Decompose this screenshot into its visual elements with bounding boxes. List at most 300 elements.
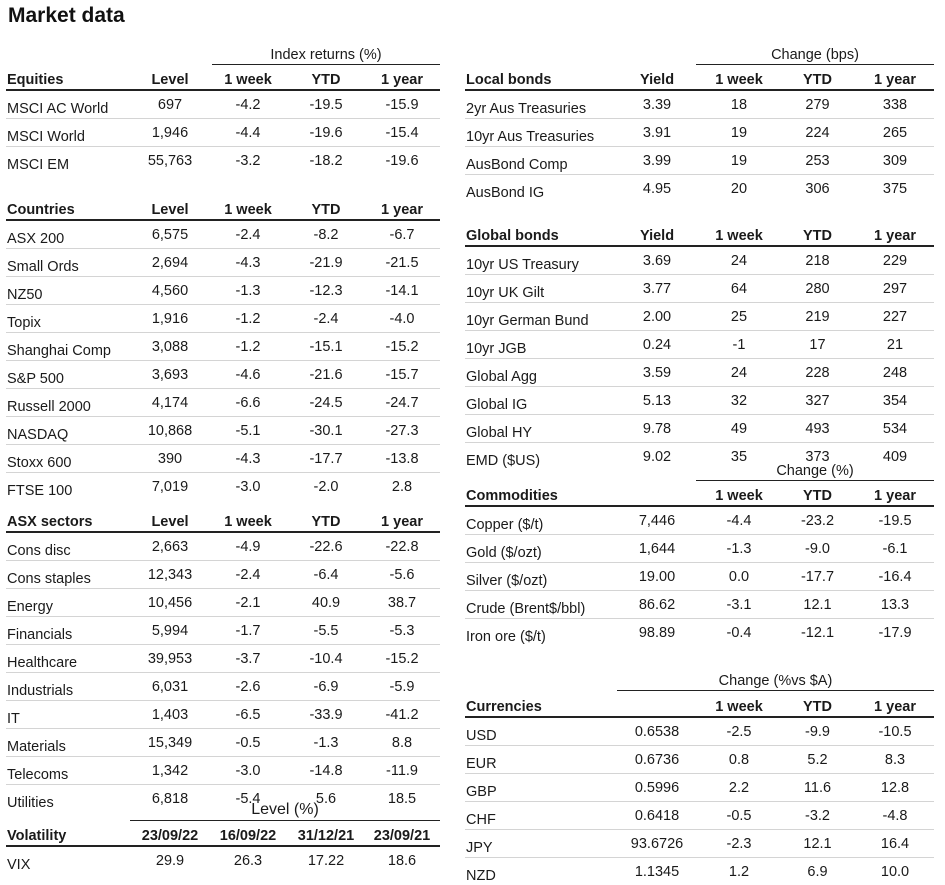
- column-header: 1 year: [856, 222, 934, 246]
- cell-value: 4,560: [132, 277, 208, 305]
- cell-value: -9.9: [779, 717, 856, 746]
- cell-value: -19.6: [364, 147, 440, 175]
- cell-value: 0.8: [699, 746, 779, 774]
- cell-value: 3,693: [132, 361, 208, 389]
- cell-value: 2.8: [364, 473, 440, 501]
- cell-value: -6.9: [288, 673, 364, 701]
- row-label: Small Ords: [6, 249, 132, 277]
- cell-value: 1,916: [132, 305, 208, 333]
- row-label: 2yr Aus Treasuries: [465, 90, 615, 119]
- row-label: Crude (Brent$/bbl): [465, 591, 615, 619]
- cell-value: -1.3: [208, 277, 288, 305]
- cell-value: 10.0: [856, 858, 934, 885]
- row-label: Iron ore ($/t): [465, 619, 615, 647]
- row-label: 10yr German Bund: [465, 303, 615, 331]
- row-label: Silver ($/ozt): [465, 563, 615, 591]
- table-row: [6, 846, 440, 874]
- cell-value: 1,403: [132, 701, 208, 729]
- section-title: Countries: [6, 196, 132, 220]
- column-header: 1 week: [699, 693, 779, 717]
- cell-value: -6.5: [208, 701, 288, 729]
- cell-value: 19.00: [615, 563, 699, 591]
- cell-value: -8.2: [288, 220, 364, 249]
- cell-value: -5.5: [288, 617, 364, 645]
- cell-value: -4.3: [208, 249, 288, 277]
- cell-value: 12.8: [856, 774, 934, 802]
- row-label: AusBond IG: [465, 175, 615, 203]
- cell-value: 1.1345: [615, 858, 699, 885]
- table-row: [6, 617, 440, 645]
- cell-value: 306: [779, 175, 856, 203]
- cell-value: -6.7: [364, 220, 440, 249]
- column-header: 1 week: [699, 222, 779, 246]
- cell-value: -6.6: [208, 389, 288, 417]
- table-row: [465, 563, 934, 591]
- cell-value: -2.3: [699, 830, 779, 858]
- cell-value: 35: [699, 443, 779, 471]
- section-title: Equities: [6, 66, 132, 90]
- cell-value: -3.7: [208, 645, 288, 673]
- table-row: [6, 729, 440, 757]
- cell-value: 6,575: [132, 220, 208, 249]
- cell-value: -10.5: [856, 717, 934, 746]
- row-label: JPY: [465, 830, 615, 858]
- cell-value: 0.6538: [615, 717, 699, 746]
- row-label: Financials: [6, 617, 132, 645]
- column-header: YTD: [288, 196, 364, 220]
- cell-value: 218: [779, 246, 856, 275]
- cell-value: -41.2: [364, 701, 440, 729]
- table-row: [465, 858, 934, 885]
- cell-value: -21.6: [288, 361, 364, 389]
- cell-value: 3.59: [615, 359, 699, 387]
- cell-value: -16.4: [856, 563, 934, 591]
- cell-value: 534: [856, 415, 934, 443]
- asx-sectors-table: [6, 508, 440, 812]
- row-label: Shanghai Comp: [6, 333, 132, 361]
- cell-value: 409: [856, 443, 934, 471]
- cell-value: -33.9: [288, 701, 364, 729]
- row-label: Utilities: [6, 785, 132, 813]
- cell-value: -19.5: [288, 90, 364, 119]
- cell-value: -12.1: [779, 619, 856, 647]
- cell-value: 3.91: [615, 119, 699, 147]
- cell-value: -2.0: [288, 473, 364, 501]
- table-row: [465, 415, 934, 443]
- table-row: [6, 532, 440, 561]
- cell-value: 7,019: [132, 473, 208, 501]
- cell-value: 18.5: [364, 785, 440, 813]
- row-label: MSCI World: [6, 119, 132, 147]
- table-row: [465, 359, 934, 387]
- row-label: Materials: [6, 729, 132, 757]
- cell-value: 3.69: [615, 246, 699, 275]
- cell-value: 13.3: [856, 591, 934, 619]
- table-row: [6, 333, 440, 361]
- cell-value: 1.2: [699, 858, 779, 885]
- table-row: [6, 473, 440, 501]
- cell-value: 265: [856, 119, 934, 147]
- row-label: 10yr US Treasury: [465, 246, 615, 275]
- cell-value: 3.77: [615, 275, 699, 303]
- table-row: [465, 774, 934, 802]
- cell-value: 18: [699, 90, 779, 119]
- section-title: Commodities: [465, 482, 615, 506]
- cell-value: 93.6726: [615, 830, 699, 858]
- cell-value: -3.0: [208, 757, 288, 785]
- cell-value: 309: [856, 147, 934, 175]
- cell-value: 227: [856, 303, 934, 331]
- cell-value: 1,342: [132, 757, 208, 785]
- section-title: Currencies: [465, 693, 615, 717]
- column-header: 1 year: [856, 482, 934, 506]
- column-header: 1 week: [699, 482, 779, 506]
- cell-value: 26.3: [208, 846, 288, 874]
- cell-value: -13.8: [364, 445, 440, 473]
- row-label: 10yr JGB: [465, 331, 615, 359]
- equities-group-label: Index returns (%): [212, 47, 440, 65]
- column-header: [615, 482, 699, 506]
- column-header: 16/09/22: [208, 822, 288, 846]
- cell-value: 24: [699, 246, 779, 275]
- cell-value: -4.2: [208, 90, 288, 119]
- row-label: Global HY: [465, 415, 615, 443]
- cell-value: -5.6: [364, 561, 440, 589]
- column-header: YTD: [779, 693, 856, 717]
- row-label: Russell 2000: [6, 389, 132, 417]
- cell-value: 18.6: [364, 846, 440, 874]
- column-header: 1 week: [208, 508, 288, 532]
- row-label: 10yr UK Gilt: [465, 275, 615, 303]
- cell-value: 4.95: [615, 175, 699, 203]
- cell-value: -5.4: [208, 785, 288, 813]
- cell-value: -4.8: [856, 802, 934, 830]
- cell-value: 2.2: [699, 774, 779, 802]
- table-row: [6, 220, 440, 249]
- cell-value: -22.6: [288, 532, 364, 561]
- cell-value: -15.2: [364, 333, 440, 361]
- column-header: YTD: [288, 66, 364, 90]
- cell-value: -19.6: [288, 119, 364, 147]
- cell-value: -21.9: [288, 249, 364, 277]
- table-header-row: [6, 196, 440, 220]
- column-header: Level: [132, 196, 208, 220]
- cell-value: 2.00: [615, 303, 699, 331]
- row-label: MSCI EM: [6, 147, 132, 175]
- table-row: [6, 561, 440, 589]
- cell-value: 12,343: [132, 561, 208, 589]
- cell-value: 253: [779, 147, 856, 175]
- volatility-table: [6, 822, 440, 874]
- row-label: GBP: [465, 774, 615, 802]
- column-header: 1 year: [856, 66, 934, 90]
- table-row: [6, 119, 440, 147]
- table-row: [6, 305, 440, 333]
- cell-value: -2.1: [208, 589, 288, 617]
- cell-value: 3.39: [615, 90, 699, 119]
- cell-value: 0.5996: [615, 774, 699, 802]
- column-header: 1 year: [364, 66, 440, 90]
- cell-value: 21: [856, 331, 934, 359]
- cell-value: 20: [699, 175, 779, 203]
- cell-value: -17.9: [856, 619, 934, 647]
- page-title: Market data: [8, 4, 125, 28]
- row-label: VIX: [6, 846, 132, 874]
- cell-value: 0.24: [615, 331, 699, 359]
- row-label: Healthcare: [6, 645, 132, 673]
- table-row: [465, 802, 934, 830]
- cell-value: 1,946: [132, 119, 208, 147]
- table-row: [465, 246, 934, 275]
- table-row: [465, 506, 934, 535]
- column-header: Level: [132, 66, 208, 90]
- cell-value: 38.7: [364, 589, 440, 617]
- cell-value: 64: [699, 275, 779, 303]
- cell-value: 0.6736: [615, 746, 699, 774]
- cell-value: 5.6: [288, 785, 364, 813]
- cell-value: 86.62: [615, 591, 699, 619]
- cell-value: 19: [699, 147, 779, 175]
- cell-value: 6,818: [132, 785, 208, 813]
- cell-value: 5.2: [779, 746, 856, 774]
- column-header: 1 year: [856, 693, 934, 717]
- row-label: NZ50: [6, 277, 132, 305]
- cell-value: -11.9: [364, 757, 440, 785]
- cell-value: -5.9: [364, 673, 440, 701]
- table-header-row: [6, 508, 440, 532]
- section-title: Global bonds: [465, 222, 615, 246]
- cell-value: -2.4: [208, 561, 288, 589]
- cell-value: -3.0: [208, 473, 288, 501]
- equities-table: [6, 66, 440, 174]
- cell-value: -4.4: [208, 119, 288, 147]
- cell-value: 9.78: [615, 415, 699, 443]
- column-header: 1 week: [208, 196, 288, 220]
- cell-value: -24.5: [288, 389, 364, 417]
- cell-value: 15,349: [132, 729, 208, 757]
- table-header-row: [465, 693, 934, 717]
- cell-value: 375: [856, 175, 934, 203]
- row-label: IT: [6, 701, 132, 729]
- cell-value: -2.5: [699, 717, 779, 746]
- cell-value: -5.1: [208, 417, 288, 445]
- cell-value: -4.9: [208, 532, 288, 561]
- cell-value: 10,868: [132, 417, 208, 445]
- cell-value: 354: [856, 387, 934, 415]
- table-row: [465, 90, 934, 119]
- cell-value: -6.1: [856, 535, 934, 563]
- row-label: Telecoms: [6, 757, 132, 785]
- cell-value: 8.3: [856, 746, 934, 774]
- cell-value: -27.3: [364, 417, 440, 445]
- table-row: [6, 389, 440, 417]
- cell-value: 6,031: [132, 673, 208, 701]
- column-header: 23/09/21: [364, 822, 440, 846]
- table-header-row: [465, 66, 934, 90]
- cell-value: 17: [779, 331, 856, 359]
- cell-value: 6.9: [779, 858, 856, 885]
- column-header: YTD: [779, 222, 856, 246]
- table-row: [465, 275, 934, 303]
- cell-value: -2.4: [208, 220, 288, 249]
- cell-value: 5.13: [615, 387, 699, 415]
- cell-value: 297: [856, 275, 934, 303]
- cell-value: 338: [856, 90, 934, 119]
- local-bonds-table: [465, 66, 934, 202]
- column-header: Yield: [615, 66, 699, 90]
- cell-value: 12.1: [779, 591, 856, 619]
- table-row: [465, 830, 934, 858]
- cell-value: -19.5: [856, 506, 934, 535]
- row-label: CHF: [465, 802, 615, 830]
- cell-value: 5,994: [132, 617, 208, 645]
- cell-value: 98.89: [615, 619, 699, 647]
- section-title: Volatility: [6, 822, 132, 846]
- column-header: 1 week: [208, 66, 288, 90]
- cell-value: 229: [856, 246, 934, 275]
- column-header: 1 year: [364, 196, 440, 220]
- cell-value: -4.3: [208, 445, 288, 473]
- cell-value: 2,663: [132, 532, 208, 561]
- cell-value: -15.1: [288, 333, 364, 361]
- cell-value: 279: [779, 90, 856, 119]
- cell-value: -9.0: [779, 535, 856, 563]
- cell-value: -24.7: [364, 389, 440, 417]
- row-label: Topix: [6, 305, 132, 333]
- row-label: Gold ($/ozt): [465, 535, 615, 563]
- cell-value: 9.02: [615, 443, 699, 471]
- countries-table: [6, 196, 440, 500]
- row-label: USD: [465, 717, 615, 746]
- cell-value: 248: [856, 359, 934, 387]
- column-header: YTD: [779, 66, 856, 90]
- table-header-row: [6, 66, 440, 90]
- table-row: [465, 387, 934, 415]
- table-row: [465, 147, 934, 175]
- cell-value: -17.7: [288, 445, 364, 473]
- table-row: [465, 119, 934, 147]
- cell-value: 4,174: [132, 389, 208, 417]
- table-row: [6, 147, 440, 175]
- cell-value: -14.8: [288, 757, 364, 785]
- row-label: Global IG: [465, 387, 615, 415]
- cell-value: 3,088: [132, 333, 208, 361]
- table-row: [465, 175, 934, 203]
- cell-value: 19: [699, 119, 779, 147]
- cell-value: 29.9: [132, 846, 208, 874]
- cell-value: -0.5: [208, 729, 288, 757]
- column-header: 23/09/22: [132, 822, 208, 846]
- column-header: [615, 693, 699, 717]
- currencies-group-label: Change (%vs $A): [617, 673, 934, 691]
- row-label: NZD: [465, 858, 615, 885]
- cell-value: -1.3: [288, 729, 364, 757]
- row-label: EMD ($US): [465, 443, 615, 471]
- row-label: 10yr Aus Treasuries: [465, 119, 615, 147]
- cell-value: 224: [779, 119, 856, 147]
- table-row: [6, 249, 440, 277]
- currencies-table: [465, 693, 934, 885]
- cell-value: 40.9: [288, 589, 364, 617]
- cell-value: -0.4: [699, 619, 779, 647]
- commodities-table: [465, 482, 934, 646]
- table-row: [6, 417, 440, 445]
- cell-value: 24: [699, 359, 779, 387]
- table-row: [465, 746, 934, 774]
- table-row: [6, 445, 440, 473]
- cell-value: -17.7: [779, 563, 856, 591]
- table-row: [465, 591, 934, 619]
- table-header-row: [465, 222, 934, 246]
- cell-value: 3.99: [615, 147, 699, 175]
- row-label: Copper ($/t): [465, 506, 615, 535]
- local-bonds-group-label: Change (bps): [696, 47, 934, 65]
- cell-value: -15.7: [364, 361, 440, 389]
- cell-value: 49: [699, 415, 779, 443]
- cell-value: -15.2: [364, 645, 440, 673]
- cell-value: 1,644: [615, 535, 699, 563]
- cell-value: 219: [779, 303, 856, 331]
- column-header: Level: [132, 508, 208, 532]
- row-label: Global Agg: [465, 359, 615, 387]
- cell-value: 25: [699, 303, 779, 331]
- table-row: [6, 757, 440, 785]
- cell-value: -10.4: [288, 645, 364, 673]
- cell-value: 11.6: [779, 774, 856, 802]
- table-header-row: [465, 482, 934, 506]
- cell-value: 228: [779, 359, 856, 387]
- cell-value: 493: [779, 415, 856, 443]
- table-row: [6, 589, 440, 617]
- cell-value: -30.1: [288, 417, 364, 445]
- cell-value: -3.2: [779, 802, 856, 830]
- cell-value: 16.4: [856, 830, 934, 858]
- cell-value: -0.5: [699, 802, 779, 830]
- row-label: FTSE 100: [6, 473, 132, 501]
- cell-value: -18.2: [288, 147, 364, 175]
- cell-value: 0.0: [699, 563, 779, 591]
- table-row: [465, 535, 934, 563]
- table-row: [465, 717, 934, 746]
- cell-value: -4.6: [208, 361, 288, 389]
- column-header: YTD: [779, 482, 856, 506]
- cell-value: 55,763: [132, 147, 208, 175]
- table-row: [465, 619, 934, 647]
- row-label: Cons disc: [6, 532, 132, 561]
- row-label: Energy: [6, 589, 132, 617]
- cell-value: -2.4: [288, 305, 364, 333]
- cell-value: -1.3: [699, 535, 779, 563]
- column-header: 31/12/21: [288, 822, 364, 846]
- section-title: ASX sectors: [6, 508, 132, 532]
- cell-value: -14.1: [364, 277, 440, 305]
- cell-value: 327: [779, 387, 856, 415]
- row-label: Industrials: [6, 673, 132, 701]
- row-label: S&P 500: [6, 361, 132, 389]
- table-header-row: [6, 822, 440, 846]
- row-label: Cons staples: [6, 561, 132, 589]
- cell-value: -3.1: [699, 591, 779, 619]
- cell-value: 17.22: [288, 846, 364, 874]
- cell-value: 32: [699, 387, 779, 415]
- column-header: Yield: [615, 222, 699, 246]
- cell-value: -1.2: [208, 333, 288, 361]
- table-row: [6, 90, 440, 119]
- row-label: MSCI AC World: [6, 90, 132, 119]
- cell-value: -1.2: [208, 305, 288, 333]
- column-header: YTD: [288, 508, 364, 532]
- cell-value: -21.5: [364, 249, 440, 277]
